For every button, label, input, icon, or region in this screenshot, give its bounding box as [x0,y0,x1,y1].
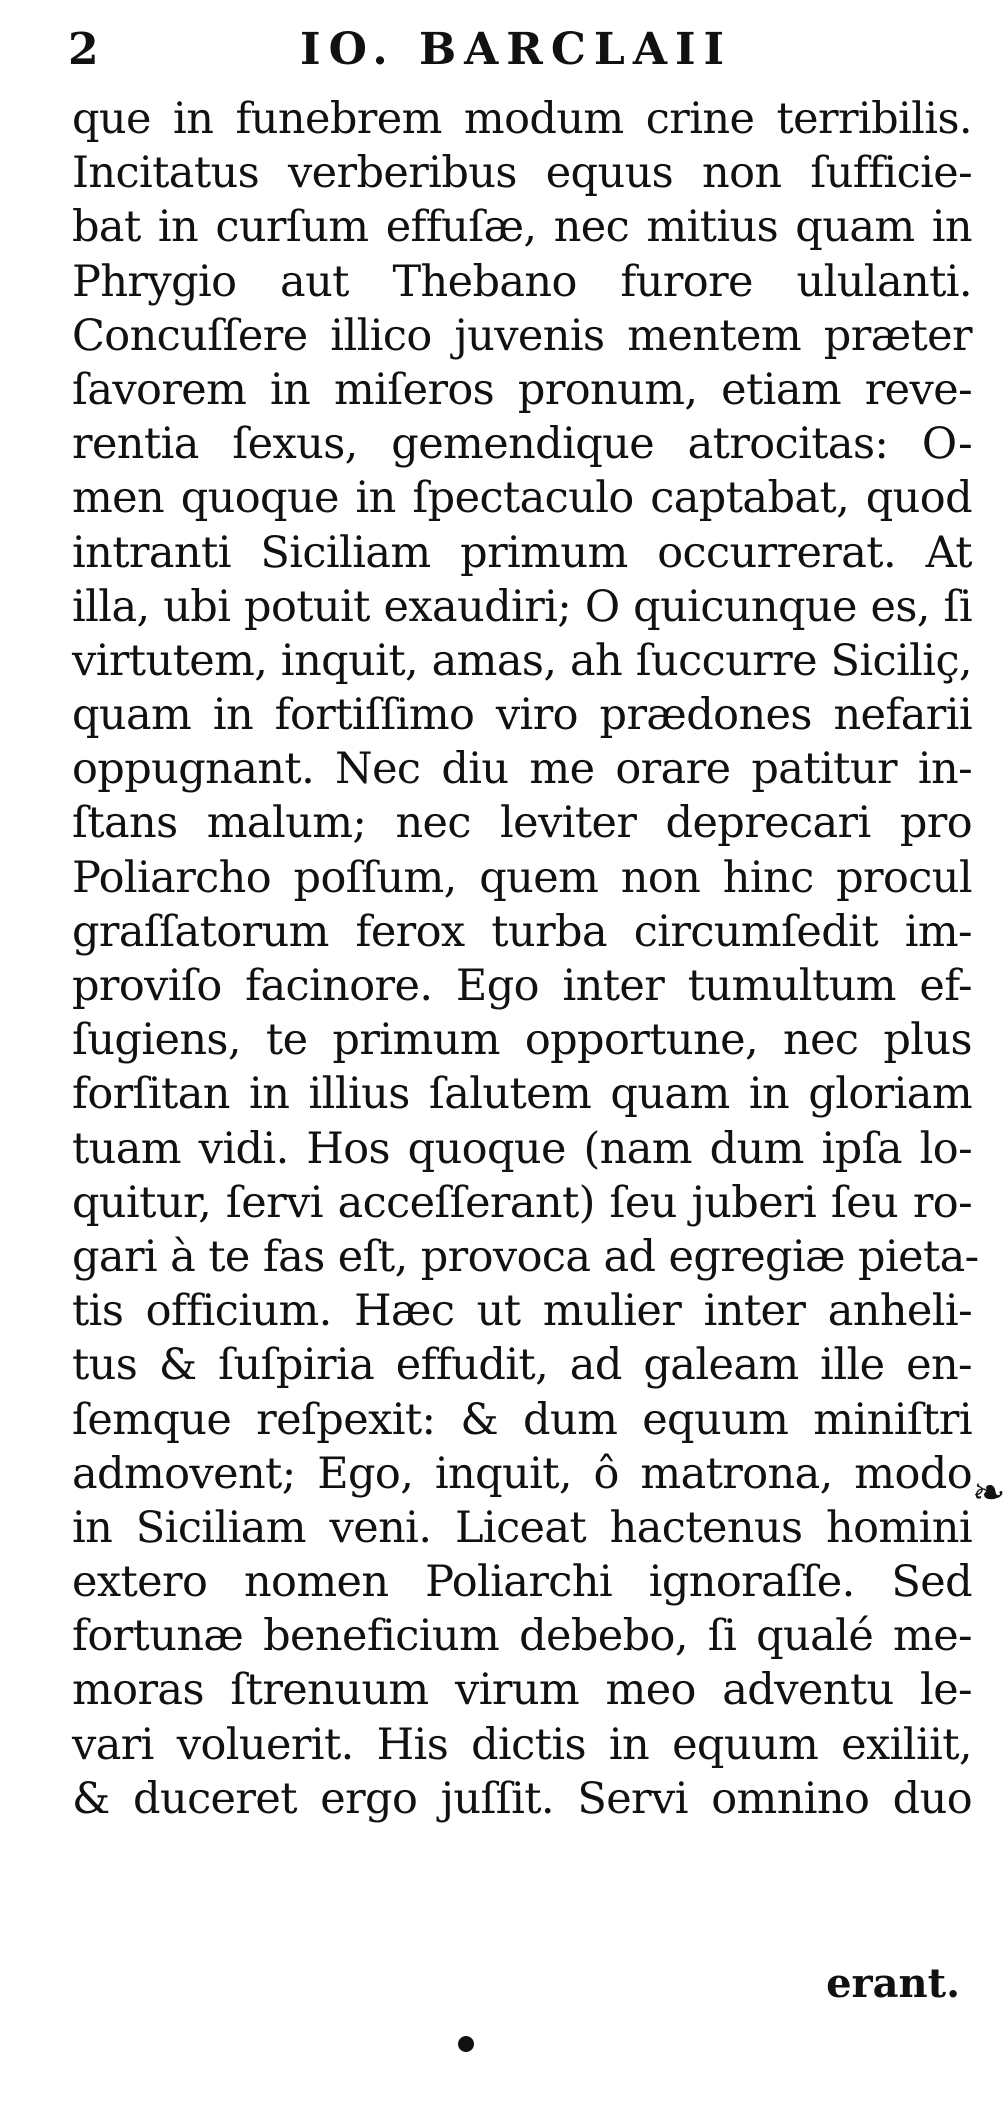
text-line: ſemque reſpexit: & dum equum miniſtri [72,1394,972,1445]
text-line: in Siciliam veni. Liceat hactenus homini [72,1502,972,1553]
text-line: quitur, ſervi acceſſerant) ſeu juberi ſeu ro- [72,1177,972,1228]
text-line: gari à te fas eſt, provoca ad egregiæ pieta- [72,1231,979,1282]
text-line: ſugiens, te primum opportune, nec plus [72,1015,972,1066]
text-line: bat in curſum effuſæ, nec mitius quam in [72,202,972,253]
text-line: intranti Siciliam primum occurrerat. At [72,527,972,578]
text-line: tis officium. Hæc ut mulier inter anheli- [72,1286,972,1337]
text-line: fortunæ beneficium debebo, ſi qualé me- [72,1611,972,1662]
text-line: ſavorem in miſeros pronum, etiam reve- [72,364,972,415]
text-line: tuam vidi. Hos quoque (nam dum ipſa lo- [72,1123,972,1174]
text-line: Concuſſere illico juvenis mentem præter [72,310,972,361]
text-line: extero nomen Poliarchi ignoraſſe. Sed [72,1557,972,1608]
ink-dot [458,2036,474,2052]
body-text [72,92,979,1826]
text-line: virtutem, inquit, amas, ah ſuccurre Siciliç, [72,635,972,686]
text-line: graſſatorum ferox turba circumſedit im- [72,906,972,957]
text-line: Phrygio aut Thebano furore ululanti. [72,256,972,307]
text-line: moras ſtrenuum virum meo adventu le- [72,1665,972,1716]
text-line: oppugnant. Nec diu me orare patitur in- [72,744,972,795]
text-line: proviſo facinore. Ego inter tumultum ef- [72,961,972,1011]
catchword: erant. [826,1960,960,2007]
page-number: 2 [68,24,99,75]
text-line: tus & ſuſpiria effudit, ad galeam ille en- [72,1340,972,1391]
text-line: Poliarcho poſſum, quem non hinc procul [72,852,972,903]
running-head: IO. BARCLAII [300,24,733,75]
text-line: Incitatus verberibus equus non ſufficie- [72,148,972,199]
text-line: quam in fortiſſimo viro prædones nefarii [72,690,972,741]
text-line: ſtans malum; nec leviter deprecari pro [72,798,972,849]
margin-ink-mark: ❧ [972,1470,1006,1516]
text-line: que in funebrem modum crine terribilis. [72,94,972,144]
text-line: & duceret ergo juſſit. Servi omnino duo [72,1773,972,1824]
page-header [60,18,970,88]
text-line: illa, ubi potuit exaudiri; O quicunque es, ſi [72,581,972,632]
text-line: men quoque in ſpectaculo captabat, quod [72,473,972,524]
text-line: forſitan in illius ſalutem quam in gloriam [72,1069,972,1120]
text-line: admovent; Ego, inquit, ô matrona, modo [72,1448,972,1499]
text-line: vari voluerit. His dictis in equum exiliit, [72,1719,972,1770]
text-line: rentia ſexus, gemendique atrocitas: O- [72,419,972,470]
